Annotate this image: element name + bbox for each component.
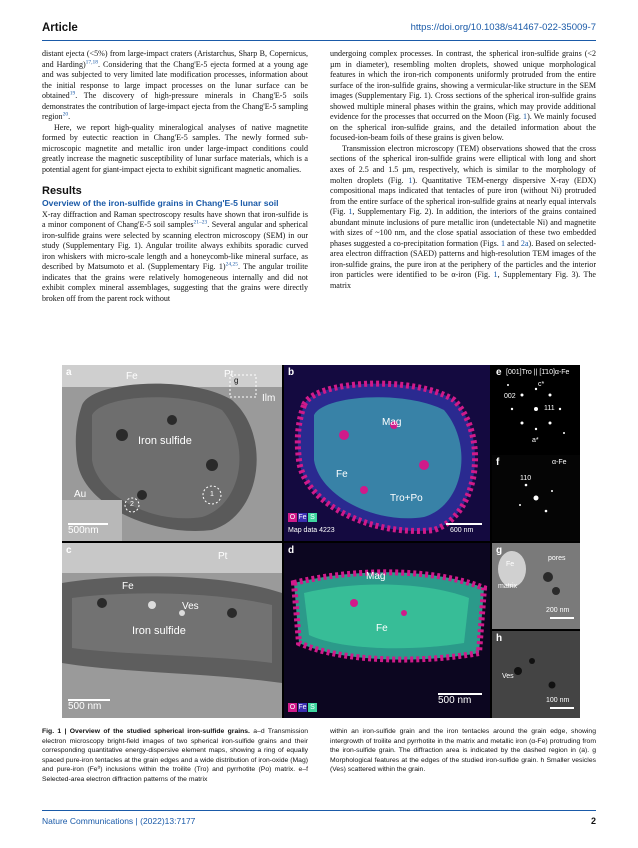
citation[interactable]: 20 xyxy=(62,111,69,118)
figure-1 xyxy=(62,365,580,718)
label-au: Au xyxy=(74,489,87,500)
scale-bar xyxy=(550,707,574,709)
label-ilm: Ilm xyxy=(262,393,276,404)
panel-c xyxy=(62,543,282,718)
citation[interactable]: 19 xyxy=(69,90,76,97)
subsection-heading: Overview of the iron-sulfide grains in Chang'E-5 lunar soil xyxy=(42,198,279,209)
citation[interactable]: 21–23 xyxy=(193,219,208,226)
scale-bar xyxy=(550,617,574,619)
label-ves: Ves xyxy=(502,673,514,680)
legend-s: S xyxy=(308,703,317,712)
label-circle-2: 2 xyxy=(130,501,134,508)
paragraph: Transmission electron microscopy (TEM) observations showed that the cross sections of the spherical iron-sulfide grains were elliptical with long and short axes of 2.5 and 1.5 µm, respectively, which is similar to the morphology of molten droplets (Fig. 1). Quantitative TEM-energy dispersive X-ray (EDX) compositional maps indicated that tentacles of pure iron (without Ni) protruded from the entire surface of the spherical iron-sulfide grains at nearly equal intervals (Fig. 1, Supplementary Fig. 2). In addition, the interiors of the grains contained abundant minute inclusions of pure metallic iron (undetectable Ni) and magnetite with sizes of ~100 nm, and the close spatial association of these two embedded phases suggested a co-precipitation formation (Figs. 1 and 2a). Based on selected-area electron diffraction (SAED) patterns and high-resolution TEM images of the iron-sulfide grains, the pure iron at the periphery of the particles and the interior iron particles were identified to be α-iron (Fig. 1, Supplementary Fig. 3). The matrix xyxy=(330,143,597,291)
paragraph: Here, we report high-quality mineralogical analyses of native magnetite formed by eutectic reaction in Chang'E-5 samples. The newly formed sub-microscopic magnetite and metallic iron under large-impact conditions could greatly increase the magnetic susceptibility of lunar surface materials, which is a potential agent for giant-impact ejecta to exhibit significant magnetic anomalies. xyxy=(42,122,308,175)
figure-caption-right: within an iron-sulfide grain and the iron tentacles around the grain edge, showing intergrowth of troilite and pyrrhotite in the matrix and metallic iron (α-Fe) protruding from the iron-sulfide grain. The diffraction area is indicated by the dashed region in (a). g Morphological features at the edges of the studied iron-sulfide grain. h Smaller vesicles (Ves) scattered within the grain. xyxy=(330,728,596,774)
element-legend xyxy=(288,513,317,522)
element-legend xyxy=(288,703,317,712)
label-fe: Fe xyxy=(126,371,138,382)
panel-f-image xyxy=(492,455,580,541)
citation[interactable]: 17,18 xyxy=(85,58,99,65)
label-fe: Fe xyxy=(506,561,515,568)
reflection-label: 111 xyxy=(544,405,555,412)
legend-fe: Fe xyxy=(298,514,307,521)
map-data-label: Map data 4223 xyxy=(288,527,335,534)
panel-label: c xyxy=(66,545,72,556)
header-rule xyxy=(42,40,596,41)
figure-link[interactable]: 2a xyxy=(520,238,529,248)
panel-label: g xyxy=(496,545,503,556)
caption-title: Fig. 1 | Overview of the studied spherical iron-sulfide grains. xyxy=(42,728,250,735)
reflection-label: 002 xyxy=(504,393,516,400)
footer-rule xyxy=(42,810,596,811)
scale-bar xyxy=(446,523,482,525)
panel-b xyxy=(284,365,490,541)
panel-label: b xyxy=(288,367,295,378)
label-tro-po: Tro+Po xyxy=(390,493,423,504)
label-fe: Fe xyxy=(122,581,134,592)
scale-label: 200 nm xyxy=(546,607,570,614)
scale-label: 500 nm xyxy=(438,695,472,706)
zone-axis-label: [001]Tro || [1̄10]α-Fe xyxy=(506,369,570,376)
scale-label: 500nm xyxy=(68,525,99,536)
phase-label: α-Fe xyxy=(552,459,567,466)
panel-label: f xyxy=(496,457,500,468)
panel-a-image xyxy=(62,365,282,541)
panel-label: a xyxy=(66,367,72,378)
figure-link[interactable]: 1 xyxy=(408,175,413,185)
paragraph: undergoing complex processes. In contrast, the spherical iron-sulfide grains (<2 µm in diameter), resembling molten droplets, showed unique morphological features in which the iron-rich components uniformly protruded from the entire surface of the iron-sulfide grains, showing a vermicular-like structure in the SEM images (Supplementary Fig. 1). Cross sections of the spherical iron-sulfide grains showed multiple mineral phases within the grains, which may provide additional evidence for the processes that occurred on the Moon (Fig. 1). We mainly focused on the spherical iron-sulfide grains, and the detailed information about the focused-ion-beam foils of these grains is given below. xyxy=(330,49,596,143)
results-heading: Results xyxy=(42,184,82,197)
label-pores: pores xyxy=(548,555,566,562)
label-matrix: matrix xyxy=(498,583,518,590)
figure-link[interactable]: 1 xyxy=(493,270,498,280)
panel-label: d xyxy=(288,545,295,556)
left-column xyxy=(42,49,308,305)
label-pt: Pt xyxy=(224,369,234,380)
reflection-label: c* xyxy=(538,381,545,388)
figure-caption-left: Fig. 1 | Overview of the studied spherical iron-sulfide grains. a–d Transmission electron microscopy bright-field images of two spherical iron-sulfide grains and their corresponding quantitative energy-dispersive element maps, showing a ring of equally spaced pure-iron tentacles at the grain edges and a wide distribution of iron-oxide (Mag) and pure-iron (Fe⁰) inclusions within the troilite (Tro) and pyrrhotite (Po) matrix. e–f Selected-area electron diffraction patterns of the matrix xyxy=(42,728,309,783)
panel-f xyxy=(492,455,580,541)
figure-link[interactable]: 1 xyxy=(523,112,528,122)
label-g-box: g xyxy=(234,376,239,385)
label-mag: Mag xyxy=(366,571,386,582)
scale-label: 600 nm xyxy=(450,527,474,534)
legend-o: O xyxy=(289,514,296,521)
reflection-label: a* xyxy=(532,437,539,444)
panel-h xyxy=(492,631,580,718)
figure-link[interactable]: 1 xyxy=(348,207,353,217)
panel-e xyxy=(492,365,580,453)
right-column xyxy=(330,49,596,292)
legend-o: O xyxy=(289,704,296,711)
panel-g xyxy=(492,543,580,629)
label-ves: Ves xyxy=(182,601,199,612)
legend-s: S xyxy=(308,513,317,522)
paragraph: X-ray diffraction and Raman spectroscopy results have shown that iron-sulfide is a minor component of Chang'E-5 soil samples$^{21-23}$. Several angular and spherical iron-sulfide grains were selected by scanning electron microscopy (SEM) in our study (Supplementary Fig. 1). Angular troilite always exhibits sporadic curved iron whiskers with micro-scale length and a honeycomb-like mineral surface, as described by Matsumoto et al. (Supplementary Fig. 1)$^{24,25}$. The angular troilite indicates that the grains were relatively homogeneous internally and did not exhibit complex mineral assemblages, suggesting that the grains were directly broken off from the parent rock without xyxy=(42,209,309,304)
panel-a xyxy=(62,365,282,541)
label-iron-sulfide: Iron sulfide xyxy=(132,625,186,637)
section-label: Article xyxy=(42,22,78,34)
paragraph: distant ejecta (<5%) from large-impact craters (Aristarchus, Sharp B, Copernicus, and Harding)$^{17,18}$. Considering that the Chang'E-5 ejecta formed at a young age and was subjected to very limited late modification processes, information about the initial response to large impact processes on the lunar surface can be obtained$^{19}$. The discovery of high-pressure minerals in Chang'E-5 soils demonstrates the contribution of large-impact ejecta from the Chang'E-5 sampling region$^{20}$. xyxy=(42,49,308,122)
panel-d xyxy=(284,543,490,718)
label-pt: Pt xyxy=(218,551,228,562)
scale-label: 100 nm xyxy=(546,697,570,704)
panel-label: e xyxy=(496,367,502,378)
journal-info: Nature Communications | (2022)13:7177 xyxy=(42,816,196,826)
figure-link[interactable]: 1 xyxy=(500,238,505,248)
label-fe: Fe xyxy=(336,469,348,480)
panel-label: h xyxy=(496,633,503,644)
reflection-label: 110 xyxy=(520,475,532,482)
citation[interactable]: 24,25 xyxy=(225,261,238,268)
doi-link[interactable]: https://doi.org/10.1038/s41467-022-35009-7 xyxy=(410,22,596,33)
label-mag: Mag xyxy=(382,417,402,428)
legend-fe: Fe xyxy=(298,704,307,711)
label-iron-sulfide: Iron sulfide xyxy=(138,435,192,447)
label-circle-1: 1 xyxy=(210,491,214,498)
label-fe: Fe xyxy=(376,623,388,634)
page-number: 2 xyxy=(590,816,596,826)
scale-label: 500 nm xyxy=(68,701,102,712)
